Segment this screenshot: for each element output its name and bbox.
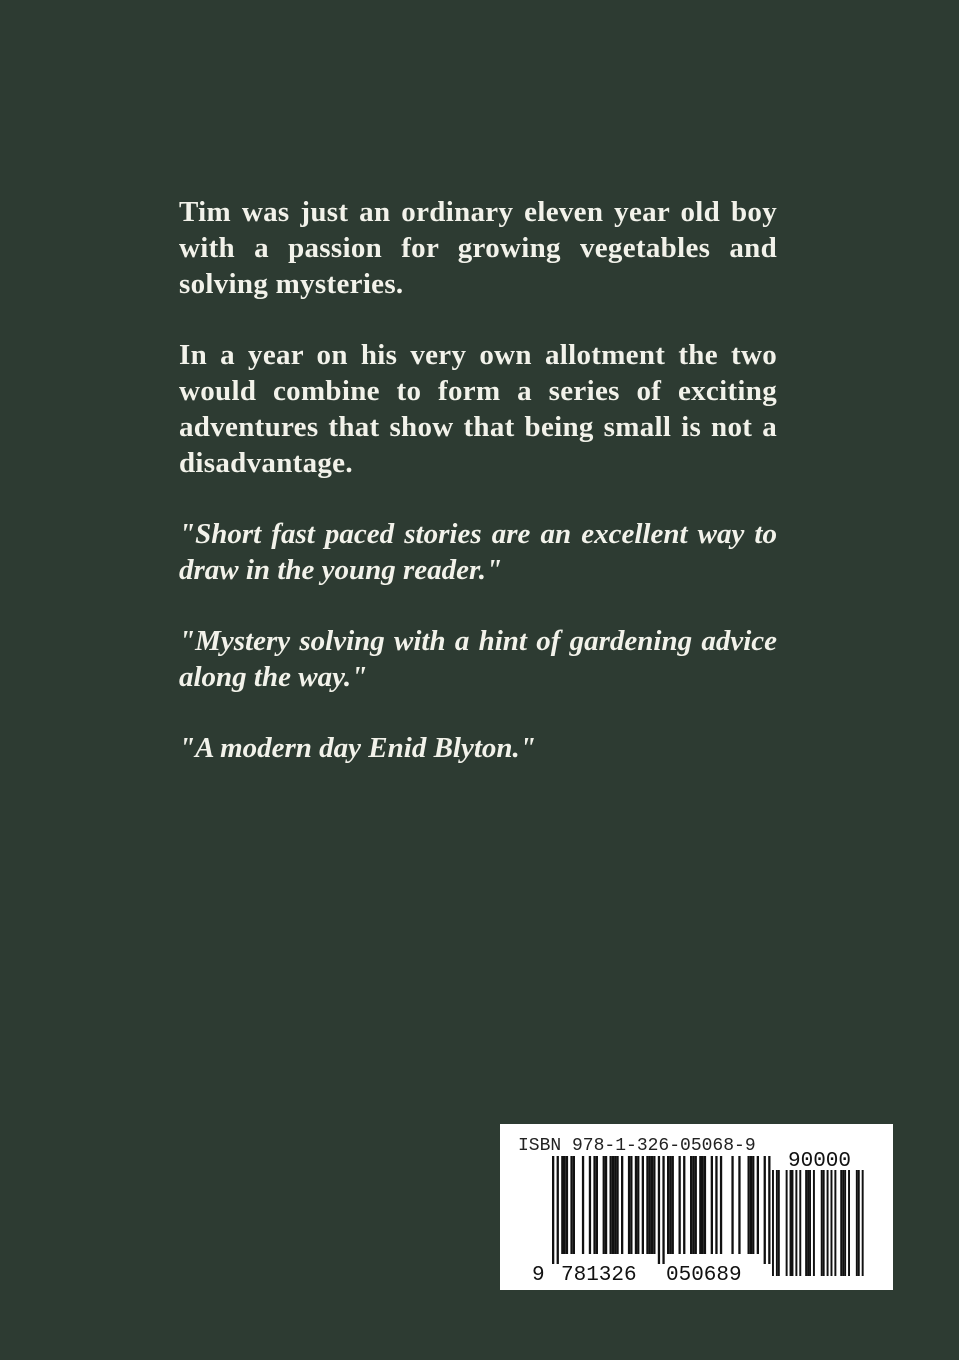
barcode-bar bbox=[637, 1156, 639, 1254]
isbn-barcode bbox=[500, 1124, 893, 1290]
barcode-bar bbox=[651, 1156, 653, 1254]
back-cover-blurb bbox=[179, 194, 777, 801]
barcode-bar bbox=[561, 1156, 563, 1254]
barcode-bar bbox=[778, 1170, 780, 1276]
barcode-bar bbox=[610, 1156, 612, 1254]
barcode-bar bbox=[738, 1156, 740, 1254]
barcode-bar bbox=[603, 1156, 605, 1254]
barcode-bar bbox=[621, 1156, 623, 1254]
barcode-bar bbox=[557, 1156, 559, 1264]
barcode-bar bbox=[858, 1170, 860, 1276]
barcode-bar bbox=[699, 1156, 701, 1254]
main-barcode-bars bbox=[552, 1156, 771, 1264]
barcode-bar bbox=[711, 1156, 713, 1254]
barcode-bar bbox=[570, 1156, 572, 1254]
barcode-bar bbox=[642, 1156, 644, 1254]
barcode-bar bbox=[596, 1156, 598, 1254]
review-quote-mystery: "Mystery solving with a hint of gardening advice along the way." bbox=[179, 625, 777, 693]
barcode-bar bbox=[813, 1170, 815, 1276]
barcode-bar bbox=[799, 1170, 801, 1276]
barcode-bar bbox=[772, 1170, 774, 1276]
barcode-bar bbox=[566, 1156, 568, 1254]
barcode-bar bbox=[862, 1170, 864, 1276]
barcode-bar bbox=[795, 1170, 797, 1276]
barcode-bar bbox=[786, 1170, 788, 1276]
barcode-bar bbox=[834, 1170, 836, 1276]
barcode-bar bbox=[612, 1156, 614, 1254]
barcode-bar bbox=[662, 1156, 664, 1264]
barcode-bar bbox=[628, 1156, 630, 1254]
barcode-bar bbox=[823, 1170, 825, 1276]
barcode-graphic bbox=[500, 1124, 893, 1290]
barcode-bar bbox=[635, 1156, 637, 1254]
barcode-bar bbox=[840, 1170, 842, 1276]
barcode-bar bbox=[573, 1156, 575, 1254]
barcode-bar bbox=[807, 1170, 809, 1276]
barcode-bar bbox=[827, 1170, 829, 1276]
barcode-bar bbox=[809, 1170, 811, 1276]
barcode-bar bbox=[731, 1156, 733, 1254]
barcode-bar bbox=[752, 1156, 754, 1254]
barcode-bar bbox=[630, 1156, 632, 1254]
barcode-bar bbox=[589, 1156, 591, 1254]
blurb-paragraph-adventures: In a year on his very own allotment the two would combine to form a series of exciting adventures that show that being small is not a disadvantage. bbox=[179, 339, 777, 479]
barcode-bar bbox=[757, 1156, 759, 1254]
barcode-bar bbox=[704, 1156, 706, 1254]
barcode-bar bbox=[702, 1156, 704, 1254]
barcode-bar bbox=[593, 1156, 595, 1254]
barcode-bar bbox=[679, 1156, 681, 1254]
barcode-bar bbox=[790, 1170, 792, 1276]
barcode-bar bbox=[614, 1156, 616, 1254]
barcode-bar bbox=[672, 1156, 674, 1254]
barcode-bar bbox=[720, 1156, 722, 1254]
barcode-bar bbox=[649, 1156, 651, 1254]
addon-digits: 90000 bbox=[788, 1150, 852, 1173]
review-quote-fast-paced: "Short fast paced stories are an excellent way to draw in the young reader." bbox=[179, 518, 777, 586]
barcode-bar bbox=[658, 1156, 660, 1264]
barcode-bar bbox=[831, 1170, 833, 1276]
barcode-bar bbox=[646, 1156, 648, 1254]
blurb-paragraph-intro: Tim was just an ordinary eleven year old boy with a passion for growing vegetables and solving mysteries. bbox=[179, 196, 777, 300]
barcode-bar bbox=[768, 1156, 770, 1264]
barcode-bar bbox=[805, 1170, 807, 1276]
barcode-bar bbox=[848, 1170, 850, 1276]
barcode-bar bbox=[842, 1170, 844, 1276]
addon-barcode-bars bbox=[772, 1170, 864, 1276]
barcode-bar bbox=[616, 1156, 618, 1254]
barcode-bar bbox=[683, 1156, 685, 1254]
barcode-right-digits: 050689 bbox=[666, 1264, 742, 1287]
barcode-bar bbox=[669, 1156, 671, 1254]
barcode-bar bbox=[748, 1156, 750, 1254]
barcode-bar bbox=[690, 1156, 692, 1254]
barcode-bar bbox=[764, 1156, 766, 1264]
barcode-bar bbox=[750, 1156, 752, 1254]
barcode-bar bbox=[653, 1156, 655, 1254]
barcode-first-digit: 9 bbox=[532, 1264, 545, 1287]
barcode-bar bbox=[821, 1170, 823, 1276]
barcode-bar bbox=[605, 1156, 607, 1254]
barcode-bar bbox=[844, 1170, 846, 1276]
barcode-bar bbox=[695, 1156, 697, 1254]
review-quote-enid-blyton: "A modern day Enid Blyton." bbox=[179, 732, 536, 764]
barcode-bar bbox=[856, 1170, 858, 1276]
isbn-label: ISBN 978-1-326-05068-9 bbox=[518, 1136, 756, 1156]
barcode-bar bbox=[715, 1156, 717, 1254]
barcode-bar bbox=[692, 1156, 694, 1254]
barcode-bar bbox=[564, 1156, 566, 1254]
barcode-bar bbox=[667, 1156, 669, 1254]
barcode-bar bbox=[582, 1156, 584, 1254]
barcode-bar bbox=[776, 1170, 778, 1276]
barcode-left-digits: 781326 bbox=[561, 1264, 637, 1287]
barcode-bar bbox=[792, 1170, 794, 1276]
barcode-bar bbox=[552, 1156, 554, 1264]
